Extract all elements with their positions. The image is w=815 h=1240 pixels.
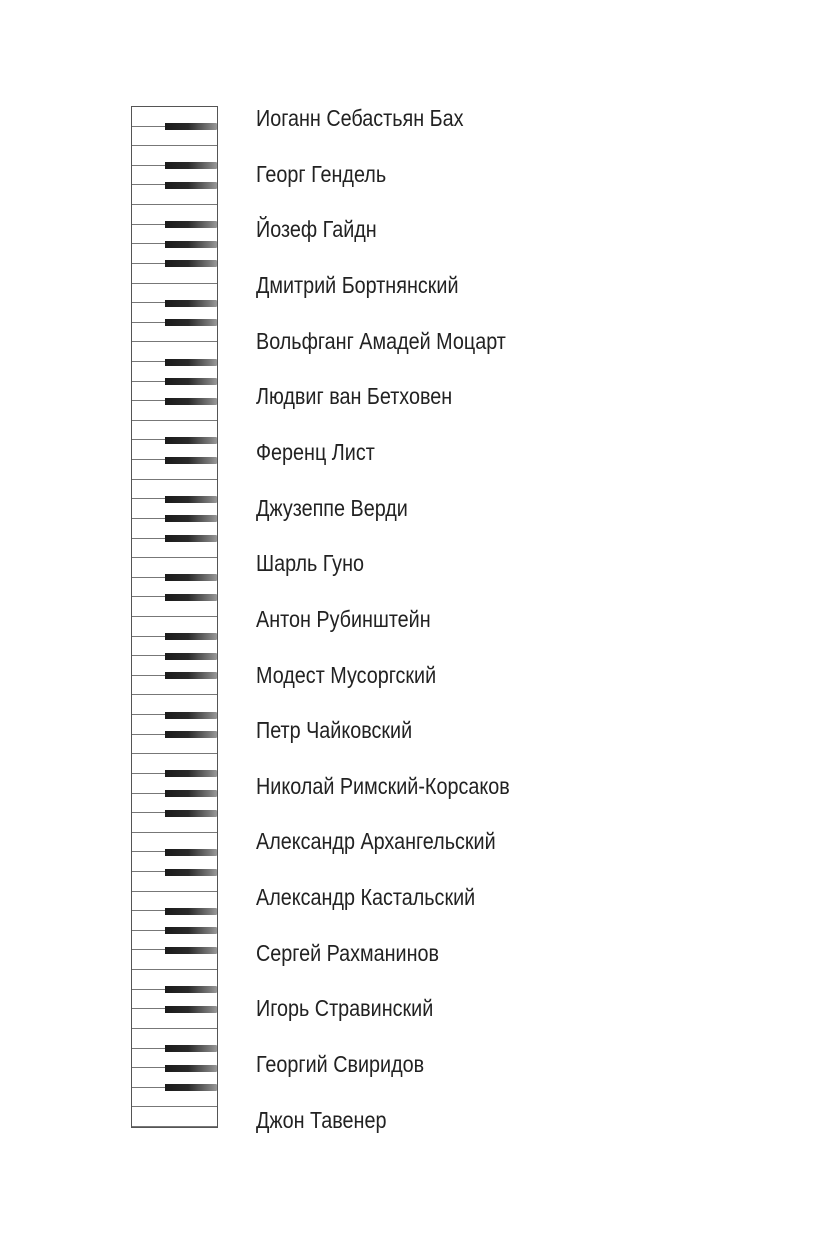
composer-name: Людвиг ван Бетховен: [256, 383, 453, 410]
composer-name: Иоганн Себастьян Бах: [256, 105, 464, 131]
piano-black-key: [165, 123, 217, 130]
piano-black-key: [165, 437, 217, 444]
piano-black-key: [165, 1065, 217, 1072]
piano-black-key: [165, 1045, 217, 1052]
piano-white-key: [132, 1107, 217, 1127]
piano-black-key: [165, 221, 217, 228]
piano-black-key: [165, 515, 217, 522]
piano-black-key: [165, 927, 217, 934]
composer-name: Сергей Рахманинов: [256, 939, 440, 966]
piano-black-key: [165, 712, 217, 719]
piano-black-key: [165, 241, 217, 248]
composer-name: Йозеф Гайдн: [256, 216, 377, 243]
piano-black-key: [165, 300, 217, 307]
piano-black-key: [165, 496, 217, 503]
piano-black-key: [165, 594, 217, 601]
piano-black-key: [165, 947, 217, 954]
composer-name: Александр Архангельский: [256, 828, 496, 855]
composer-name: Александр Кастальский: [256, 884, 476, 911]
piano-black-key: [165, 810, 217, 817]
piano-black-key: [165, 457, 217, 464]
piano-black-key: [165, 182, 217, 189]
piano-black-key: [165, 908, 217, 915]
composer-name: Петр Чайковский: [256, 717, 413, 744]
composer-name: Георг Гендель: [256, 160, 387, 187]
piano-black-key: [165, 653, 217, 660]
piano-black-key: [165, 359, 217, 366]
piano-black-key: [165, 849, 217, 856]
composer-name: Георгий Свиридов: [256, 1051, 425, 1078]
piano-black-key: [165, 1084, 217, 1091]
piano-black-key: [165, 672, 217, 679]
piano-black-key: [165, 869, 217, 876]
piano-black-key: [165, 319, 217, 326]
piano-black-key: [165, 398, 217, 405]
composer-name: Джузеппе Верди: [256, 494, 408, 521]
piano-black-key: [165, 731, 217, 738]
piano-black-key: [165, 535, 217, 542]
piano-black-key: [165, 574, 217, 581]
composer-name: Шарль Гуно: [256, 550, 365, 577]
composer-name: Джон Тавенер: [256, 1106, 387, 1133]
piano-black-key: [165, 162, 217, 169]
piano-black-key: [165, 378, 217, 385]
composer-name: Антон Рубинштейн: [256, 605, 431, 632]
piano-black-key: [165, 986, 217, 993]
piano-black-key: [165, 770, 217, 777]
composer-name: Модест Мусоргский: [256, 661, 437, 688]
piano-black-key: [165, 1006, 217, 1013]
piano-black-key: [165, 790, 217, 797]
piano-black-key: [165, 633, 217, 640]
composer-name: Ференц Лист: [256, 438, 375, 465]
composer-name: Дмитрий Бортнянский: [256, 271, 459, 298]
piano-keyboard-illustration: [131, 106, 218, 1128]
composer-name: Игорь Стравинский: [256, 995, 434, 1022]
composer-name: Вольфганг Амадей Моцарт: [256, 327, 506, 354]
piano-black-key: [165, 260, 217, 267]
composer-name: Николай Римский-Корсаков: [256, 772, 510, 799]
